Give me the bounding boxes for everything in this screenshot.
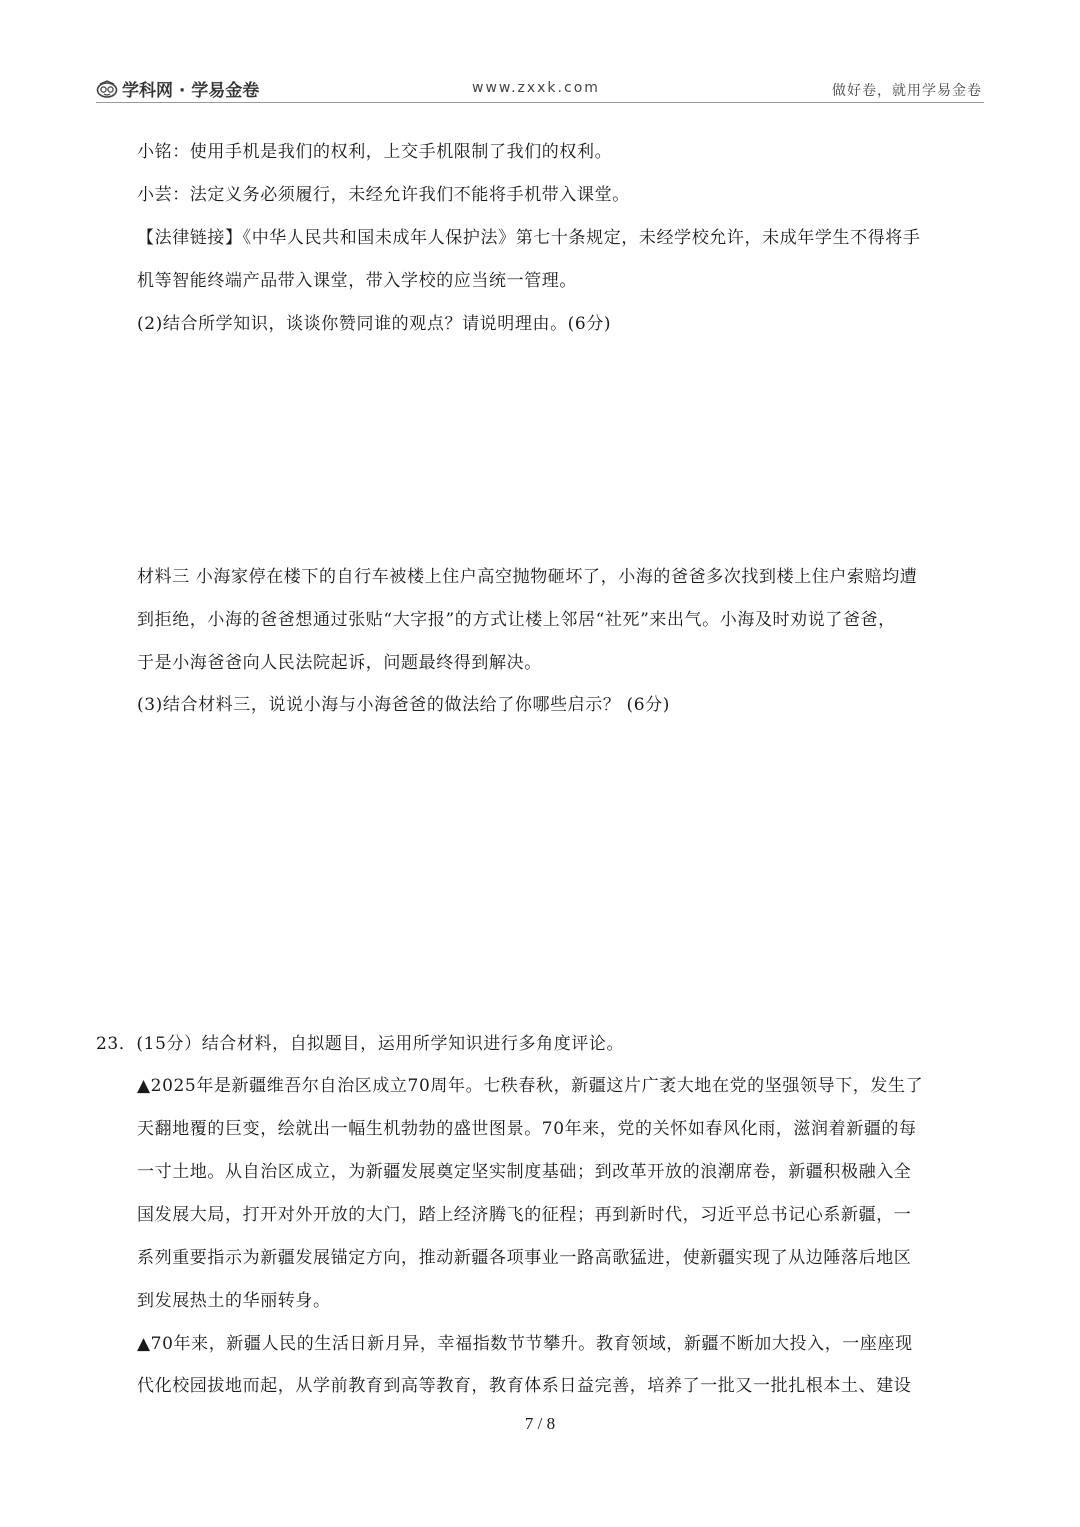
text-line: 【法律链接】《中华人民共和国未成年人保护法》第七十条规定，未经学校允许，未成年学生不得将手 — [137, 228, 921, 248]
text-line: 到发展热土的华丽转身。 — [137, 1291, 331, 1311]
header-slogan: 做好卷，就用学易金卷 — [832, 83, 982, 99]
question-3: (3)结合材料三，说说小海与小海爸爸的做法给了你哪些启示？ (6分) — [137, 695, 670, 715]
text-line: 国发展大局，打开对外开放的大门，踏上经济腾飞的征程；再到新时代，习近平总书记心系新疆，一 — [137, 1205, 912, 1225]
text-line: 一寸土地。从自治区成立，为新疆发展奠定坚实制度基础；到改革开放的浪潮席卷，新疆积极融入全 — [137, 1162, 912, 1182]
mascot-icon — [96, 80, 118, 98]
question-23: 23．(15分）结合材料，自拟题目，运用所学知识进行多角度评论。 — [96, 1034, 625, 1054]
question-2: (2)结合所学知识，谈谈你赞同谁的观点？请说明理由。(6分) — [137, 314, 612, 334]
text-line: 小铭：使用手机是我们的权利，上交手机限制了我们的权利。 — [137, 142, 613, 162]
text-line: 到拒绝，小海的爸爸想通过张贴“大字报”的方式让楼上邻居“社死”来出气。小海及时劝说了爸爸， — [137, 610, 896, 630]
brand-text: 学科网 · 学易金卷 — [122, 81, 260, 101]
page-header — [96, 70, 984, 103]
text-line: 小芸：法定义务必须履行，未经允许我们不能将手机带入课堂。 — [137, 185, 630, 205]
text-line: 机等智能终端产品带入课堂，带入学校的应当统一管理。 — [137, 271, 577, 291]
brand-logo — [96, 76, 259, 101]
text-line: 代化校园拔地而起，从学前教育到高等教育，教育体系日益完善，培养了一批又一批扎根本土、建设 — [137, 1376, 912, 1396]
text-line: ▲2025年是新疆维吾尔自治区成立70周年。七秩春秋，新疆这片广袤大地在党的坚强领导下，发生了 — [137, 1076, 924, 1096]
text-line: 天翻地覆的巨变，绘就出一幅生机勃勃的盛世图景。70年来，党的关怀如春风化雨，滋润着新疆的每 — [137, 1119, 917, 1139]
text-line: 于是小海爸爸向人民法院起诉，问题最终得到解决。 — [137, 653, 542, 673]
text-line: 材料三 小海家停在楼下的自行车被楼上住户高空抛物砸坏了，小海的爸爸多次找到楼上住户索赔均遭 — [137, 567, 918, 587]
text-line: 系列重要指示为新疆发展锚定方向，推动新疆各项事业一路高歌猛进，使新疆实现了从边陲落后地区 — [137, 1248, 912, 1268]
text-line: ▲70年来，新疆人民的生活日新月异，幸福指数节节攀升。教育领域，新疆不断加大投入，一座座现 — [137, 1334, 913, 1354]
page-number: 7 / 8 — [524, 1414, 556, 1433]
site-url[interactable]: www.zxxk.com — [472, 80, 600, 96]
